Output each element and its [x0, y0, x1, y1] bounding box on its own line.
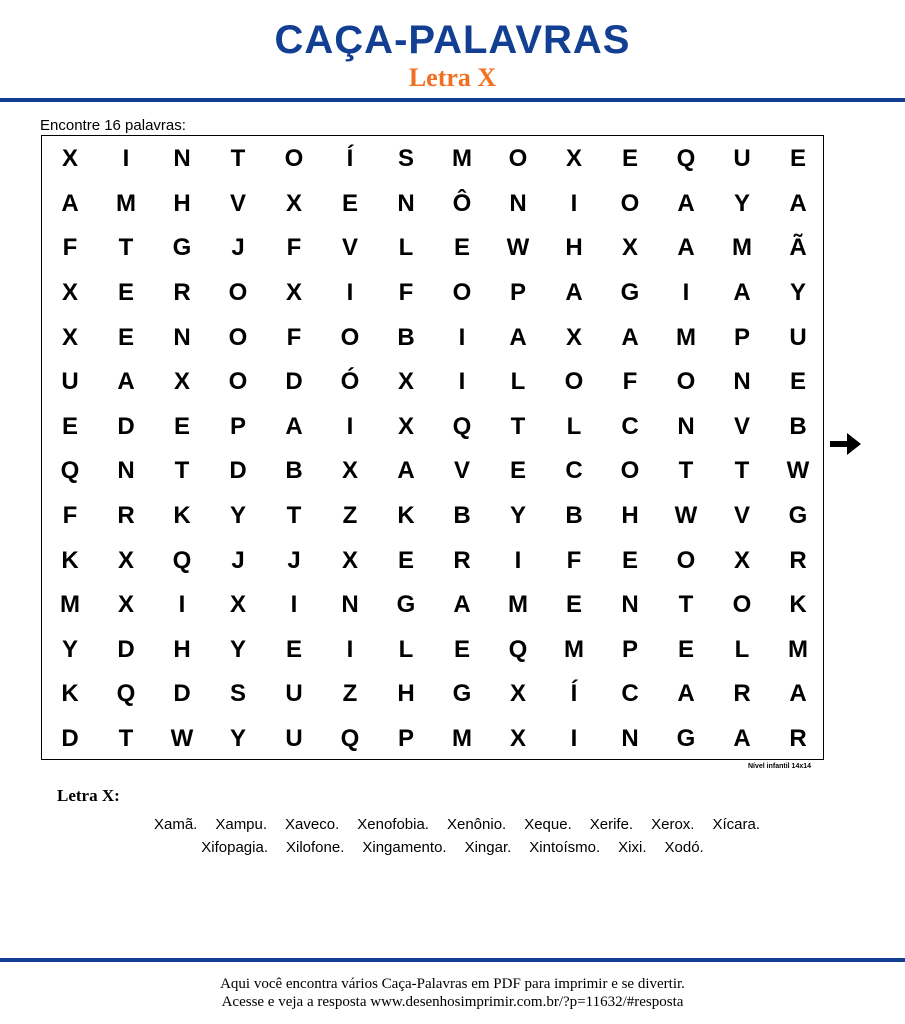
- grid-letter: I: [458, 368, 466, 396]
- grid-letter: T: [734, 457, 750, 485]
- word-list-item: Xenônio.: [446, 816, 507, 833]
- grid-letter: Q: [452, 412, 472, 440]
- arrow-right-icon: [830, 430, 862, 458]
- word-list-item: Xenofobia.: [357, 816, 429, 833]
- grid-letter: I: [514, 546, 522, 574]
- grid-letter: Y: [229, 635, 246, 663]
- grid-letter: H: [621, 502, 639, 530]
- grid-letter: N: [341, 591, 359, 619]
- grid-letter: M: [508, 591, 528, 619]
- grid-letter: E: [789, 368, 806, 396]
- grid-letter: W: [170, 725, 194, 753]
- word-list-item: Xícara.: [712, 816, 760, 833]
- grid-letter: K: [789, 591, 807, 619]
- grid-letter: P: [229, 412, 246, 440]
- grid-letter: Y: [61, 635, 78, 663]
- grid-letter: X: [117, 546, 134, 574]
- grid-letter: F: [286, 323, 302, 351]
- grid-letter: L: [510, 368, 526, 396]
- grid-letter: A: [117, 368, 135, 396]
- grid-letter: X: [117, 591, 134, 619]
- grid-letter: A: [733, 725, 751, 753]
- word-list-item: Xaveco.: [285, 816, 340, 833]
- grid-letter: L: [398, 635, 414, 663]
- grid-letter: X: [621, 234, 638, 262]
- grid-letter: T: [286, 502, 302, 530]
- grid-letter: C: [621, 412, 639, 440]
- grid-letter: I: [570, 189, 578, 217]
- grid-letter: E: [509, 457, 526, 485]
- grid-letter: I: [122, 145, 130, 173]
- grid-letter: U: [733, 145, 751, 173]
- grid-letter: Z: [342, 502, 358, 530]
- grid-letter: X: [565, 323, 582, 351]
- grid-letter: Q: [676, 145, 696, 173]
- grid-letter: Ô: [452, 189, 472, 217]
- word-list-line-2: [0, 838, 905, 858]
- grid-letter: M: [452, 145, 472, 173]
- grid-letter: X: [341, 457, 358, 485]
- top-divider: [0, 98, 905, 102]
- grid-letter: T: [118, 234, 134, 262]
- grid-letter: N: [677, 412, 695, 440]
- grid-letter: H: [565, 234, 583, 262]
- grid-letter: V: [453, 457, 470, 485]
- grid-letter: T: [510, 412, 526, 440]
- grid-letter: E: [565, 591, 582, 619]
- grid-letter: O: [732, 591, 752, 619]
- grid-letter: A: [677, 189, 695, 217]
- grid-letter: Q: [508, 635, 528, 663]
- grid-letter: X: [61, 279, 78, 307]
- grid-letter: A: [397, 457, 415, 485]
- grid-letter: A: [789, 189, 807, 217]
- grid-letter: Q: [60, 457, 80, 485]
- word-list-heading: Letra X:: [57, 786, 120, 805]
- grid-letter: F: [566, 546, 582, 574]
- grid-letter: O: [284, 145, 304, 173]
- grid-letter: A: [509, 323, 527, 351]
- page-title: CAÇA-PALAVRAS: [274, 18, 631, 62]
- grid-letter: O: [564, 368, 584, 396]
- grid-letter: X: [173, 368, 190, 396]
- word-search-grid: [41, 135, 824, 760]
- grid-letter: X: [61, 323, 78, 351]
- grid-letter: A: [621, 323, 639, 351]
- grid-letter: A: [677, 234, 695, 262]
- grid-letter: D: [61, 725, 79, 753]
- grid-letter: F: [622, 368, 638, 396]
- grid-letter: O: [228, 368, 248, 396]
- grid-letter: N: [173, 323, 191, 351]
- grid-letter: E: [117, 323, 134, 351]
- grid-letter: B: [789, 412, 807, 440]
- word-list-item: Xintoísmo.: [529, 839, 601, 856]
- grid-letter: O: [452, 279, 472, 307]
- grid-letter: P: [621, 635, 638, 663]
- grid-letter: A: [565, 279, 583, 307]
- grid-letter: I: [458, 323, 466, 351]
- level-label: Nível infantil 14x14: [748, 763, 812, 770]
- grid-letter: G: [676, 725, 696, 753]
- grid-letter: U: [285, 680, 303, 708]
- word-list-item: Xeque.: [524, 816, 572, 833]
- grid-letter: I: [346, 635, 354, 663]
- grid-letter: T: [174, 457, 190, 485]
- grid-letter: C: [621, 680, 639, 708]
- footer-line-2: Acesse e veja a resposta www.desenhosimprimir.com.br/?p=11632/#resposta: [221, 994, 684, 1010]
- grid-letter: X: [397, 368, 414, 396]
- grid-letter: I: [290, 591, 298, 619]
- grid-letter: F: [62, 234, 78, 262]
- grid-letter: E: [789, 145, 806, 173]
- grid-letter: E: [61, 412, 78, 440]
- grid-letter: B: [453, 502, 471, 530]
- grid-letter: E: [397, 546, 414, 574]
- grid-letter: O: [620, 457, 640, 485]
- word-list-item: Xilofone.: [285, 839, 345, 856]
- grid-letter: K: [173, 502, 191, 530]
- grid-letter: U: [61, 368, 79, 396]
- word-list-item: Xixi.: [618, 839, 647, 856]
- grid-letter: A: [733, 279, 751, 307]
- grid-letter: M: [116, 189, 136, 217]
- grid-letter: F: [398, 279, 414, 307]
- grid-letter: N: [621, 591, 639, 619]
- grid-letter: Q: [172, 546, 192, 574]
- grid-letter: P: [397, 725, 414, 753]
- grid-letter: Z: [342, 680, 358, 708]
- grid-letter: A: [677, 680, 695, 708]
- word-list-item: Xifopagia.: [201, 839, 268, 856]
- grid-letter: N: [397, 189, 415, 217]
- grid-letter: N: [509, 189, 527, 217]
- grid-letter: U: [789, 323, 807, 351]
- grid-letter: D: [229, 457, 247, 485]
- grid-letter: A: [285, 412, 303, 440]
- grid-letter: E: [677, 635, 694, 663]
- grid-letter: E: [621, 145, 638, 173]
- grid-letter: M: [564, 635, 584, 663]
- grid-letter: W: [786, 457, 810, 485]
- grid-letter: E: [453, 234, 470, 262]
- grid-letter: B: [285, 457, 303, 485]
- grid-letter: G: [788, 502, 808, 530]
- page-subtitle: Letra X: [408, 63, 497, 92]
- grid-letter: Y: [229, 502, 246, 530]
- grid-letter: E: [453, 635, 470, 663]
- grid-letter: J: [287, 546, 301, 574]
- word-list-item: Xampu.: [215, 816, 268, 833]
- grid-letter: B: [397, 323, 415, 351]
- grid-letter: M: [788, 635, 808, 663]
- grid-cells: [42, 136, 823, 759]
- grid-letter: Y: [229, 725, 246, 753]
- grid-letter: T: [118, 725, 134, 753]
- grid-letter: J: [231, 234, 245, 262]
- grid-letter: H: [173, 635, 191, 663]
- grid-letter: O: [508, 145, 528, 173]
- grid-letter: D: [285, 368, 303, 396]
- grid-letter: T: [678, 591, 694, 619]
- grid-letter: C: [565, 457, 583, 485]
- grid-letter: G: [452, 680, 472, 708]
- grid-letter: I: [570, 725, 578, 753]
- grid-letter: P: [509, 279, 526, 307]
- grid-letter: X: [341, 546, 358, 574]
- grid-letter: S: [397, 145, 414, 173]
- grid-letter: V: [341, 234, 358, 262]
- grid-letter: T: [678, 457, 694, 485]
- grid-letter: G: [172, 234, 192, 262]
- grid-letter: O: [676, 368, 696, 396]
- grid-letter: R: [789, 725, 807, 753]
- word-list-item: Xingar.: [464, 839, 512, 856]
- grid-letter: I: [346, 279, 354, 307]
- grid-letter: D: [117, 635, 135, 663]
- grid-letter: X: [285, 279, 302, 307]
- grid-letter: V: [733, 502, 750, 530]
- grid-letter: L: [566, 412, 582, 440]
- grid-letter: N: [733, 368, 751, 396]
- grid-letter: K: [61, 680, 79, 708]
- grid-letter: Q: [116, 680, 136, 708]
- grid-letter: O: [228, 279, 248, 307]
- grid-letter: I: [682, 279, 690, 307]
- grid-letter: E: [285, 635, 302, 663]
- grid-letter: G: [620, 279, 640, 307]
- grid-letter: X: [733, 546, 750, 574]
- grid-letter: O: [620, 189, 640, 217]
- grid-letter: F: [62, 502, 78, 530]
- grid-letter: W: [674, 502, 698, 530]
- bottom-divider: [0, 958, 905, 962]
- grid-letter: E: [621, 546, 638, 574]
- grid-letter: P: [733, 323, 750, 351]
- grid-letter: X: [61, 145, 78, 173]
- grid-letter: M: [452, 725, 472, 753]
- grid-letter: A: [789, 680, 807, 708]
- grid-letter: R: [733, 680, 751, 708]
- grid-letter: O: [676, 546, 696, 574]
- grid-letter: V: [229, 189, 246, 217]
- grid-letter: H: [397, 680, 415, 708]
- grid-letter: Q: [340, 725, 360, 753]
- grid-letter: H: [173, 189, 191, 217]
- grid-letter: Í: [346, 145, 354, 173]
- grid-letter: Y: [789, 279, 806, 307]
- grid-letter: E: [173, 412, 190, 440]
- grid-letter: W: [506, 234, 530, 262]
- grid-letter: M: [60, 591, 80, 619]
- grid-letter: Í: [570, 680, 578, 708]
- grid-letter: M: [676, 323, 696, 351]
- grid-letter: X: [397, 412, 414, 440]
- grid-letter: X: [565, 145, 582, 173]
- grid-letter: D: [173, 680, 191, 708]
- grid-letter: T: [230, 145, 246, 173]
- word-list-item: Xodó.: [664, 839, 704, 856]
- grid-letter: R: [173, 279, 191, 307]
- grid-letter: R: [453, 546, 471, 574]
- grid-letter: S: [229, 680, 246, 708]
- grid-letter: Y: [733, 189, 750, 217]
- grid-letter: N: [173, 145, 191, 173]
- grid-letter: X: [285, 189, 302, 217]
- grid-letter: I: [346, 412, 354, 440]
- grid-letter: F: [286, 234, 302, 262]
- grid-letter: J: [231, 546, 245, 574]
- grid-letter: X: [229, 591, 246, 619]
- grid-letter: E: [117, 279, 134, 307]
- grid-letter: B: [565, 502, 583, 530]
- grid-letter: Y: [509, 502, 526, 530]
- grid-letter: L: [398, 234, 414, 262]
- grid-letter: I: [178, 591, 186, 619]
- grid-letter: X: [509, 725, 526, 753]
- grid-letter: D: [117, 412, 135, 440]
- word-list-item: Xamã.: [153, 816, 198, 833]
- grid-letter: U: [285, 725, 303, 753]
- grid-letter: R: [789, 546, 807, 574]
- grid-letter: Ó: [340, 368, 360, 396]
- grid-letter: A: [61, 189, 79, 217]
- grid-letter: N: [621, 725, 639, 753]
- grid-letter: O: [340, 323, 360, 351]
- grid-letter: E: [341, 189, 358, 217]
- grid-letter: V: [733, 412, 750, 440]
- word-list-line-1: [0, 815, 905, 835]
- word-list-item: Xerox.: [651, 816, 695, 833]
- word-list-item: Xerife.: [589, 816, 634, 833]
- grid-letter: K: [61, 546, 79, 574]
- grid-letter: K: [397, 502, 415, 530]
- grid-letter: R: [117, 502, 135, 530]
- grid-letter: N: [117, 457, 135, 485]
- footer-line-1: Aqui você encontra vários Caça-Palavras em PDF para imprimir e se divertir.: [220, 976, 685, 992]
- word-list-item: Xingamento.: [362, 839, 447, 856]
- instructions-text: Encontre 16 palavras:: [40, 117, 186, 134]
- grid-letter: L: [734, 635, 750, 663]
- grid-letter: G: [396, 591, 416, 619]
- grid-letter: M: [732, 234, 752, 262]
- grid-letter: A: [453, 591, 471, 619]
- grid-letter: O: [228, 323, 248, 351]
- grid-letter: Ã: [789, 234, 807, 262]
- grid-letter: X: [509, 680, 526, 708]
